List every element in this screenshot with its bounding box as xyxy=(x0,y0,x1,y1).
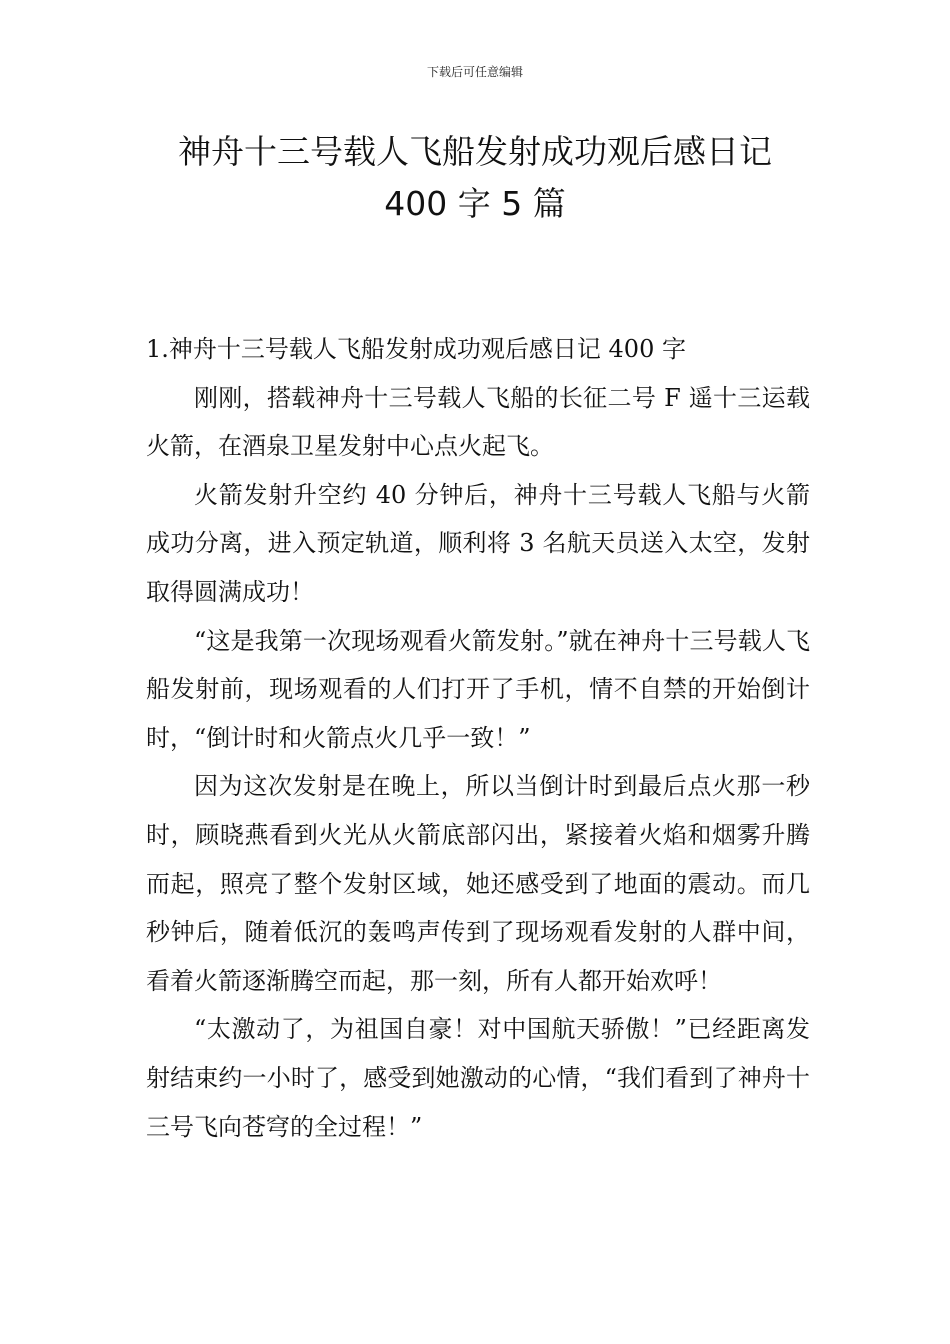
article-body xyxy=(146,325,810,1151)
paragraph-5: “太激动了，为祖国自豪！对中国航天骄傲！”已经距离发射结束约一小时了，感受到她激动的心情，“我们看到了神舟十三号飞向苍穹的全过程！” xyxy=(146,1015,810,1141)
section-heading: 1.神舟十三号载人飞船发射成功观后感日记 400 字 xyxy=(146,335,686,363)
paragraph-2: 火箭发射升空约 40 分钟后，神舟十三号载人飞船与火箭成功分离，进入预定轨道，顺利将 3 名航天员送入太空，发射取得圆满成功！ xyxy=(146,480,810,606)
title-line-1: 神舟十三号载人飞船发射成功观后感日记 xyxy=(178,132,772,171)
paragraph-1: 刚刚，搭载神舟十三号载人飞船的长征二号 F 遥十三运载火箭，在酒泉卫星发射中心点火起飞。 xyxy=(146,383,810,461)
header-note: 下载后可任意编辑 xyxy=(426,65,523,79)
paragraph-3: “这是我第一次现场观看火箭发射。”就在神舟十三号载人飞船发射前，现场观看的人们打开了手机，情不自禁的开始倒计时，“倒计时和火箭点火几乎一致！” xyxy=(146,626,810,752)
paragraph-4: 因为这次发射是在晚上，所以当倒计时到最后点火那一秒时，顾晓燕看到火光从火箭底部闪出，紧接着火焰和烟雾升腾而起，照亮了整个发射区域，她还感受到了地面的震动。而几秒钟后，随着低沉的轰鸣声传到了现场观看发射的人群中间，看着火箭逐渐腾空而起，那一刻，所有人都开始欢呼！ xyxy=(146,772,810,995)
title-line-2: 400 字 5 篇 xyxy=(384,184,566,223)
page-title xyxy=(100,126,850,230)
